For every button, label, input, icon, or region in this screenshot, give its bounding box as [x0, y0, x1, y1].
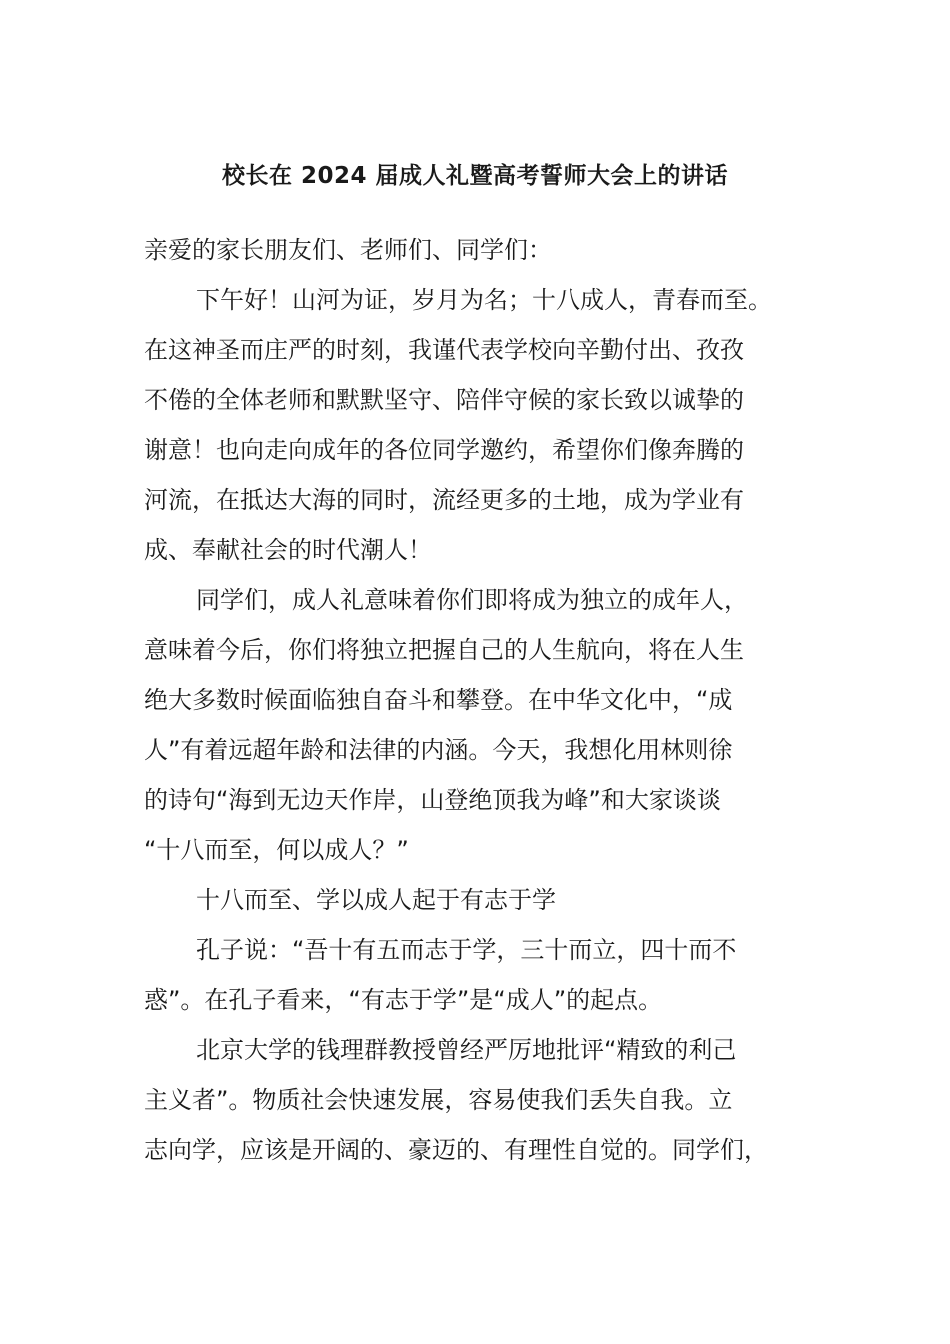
body-line: 下午好！山河为证，岁月为名；十八成人，青春而至。: [196, 286, 772, 314]
body-line: 意味着今后，你们将独立把握自己的人生航向，将在人生: [144, 636, 744, 664]
body-line: 北京大学的钱理群教授曾经严厉地批评“精致的利己: [196, 1036, 737, 1064]
body-line: “十八而至，何以成人？”: [144, 836, 409, 864]
speech-title: 校长在 2024 届成人礼暨高考誓师大会上的讲话: [221, 163, 729, 189]
body-line: 谢意！也向走向成年的各位同学邀约，希望你们像奔腾的: [144, 436, 744, 464]
body-line: 志向学，应该是开阔的、豪迈的、有理性自觉的。同学们，: [144, 1136, 768, 1164]
body-line: 在这神圣而庄严的时刻，我谨代表学校向辛勤付出、孜孜: [144, 336, 744, 364]
body-line: 惑”。在孔子看来，“有志于学”是“成人”的起点。: [144, 986, 663, 1014]
body-line: 不倦的全体老师和默默坚守、陪伴守候的家长致以诚挚的: [144, 386, 744, 414]
body-line: 的诗句“海到无边天作岸，山登绝顶我为峰”和大家谈谈: [144, 786, 721, 814]
body-line: 绝大多数时候面临独自奋斗和攀登。在中华文化中，“成: [144, 686, 733, 714]
body-line: 主义者”。物质社会快速发展，容易使我们丢失自我。立: [144, 1086, 733, 1114]
section-heading: 十八而至、学以成人起于有志于学: [196, 886, 556, 914]
salutation: 亲爱的家长朋友们、老师们、同学们：: [144, 236, 552, 264]
body-line: 成、奉献社会的时代潮人！: [144, 536, 432, 564]
body-line: 同学们，成人礼意味着你们即将成为独立的成年人，: [196, 586, 748, 614]
body-line: 河流，在抵达大海的同时，流经更多的土地，成为学业有: [144, 486, 744, 514]
body-line: 孔子说：“吾十有五而志于学，三十而立，四十而不: [196, 936, 737, 964]
body-line: 人”有着远超年龄和法律的内涵。今天，我想化用林则徐: [144, 736, 733, 764]
